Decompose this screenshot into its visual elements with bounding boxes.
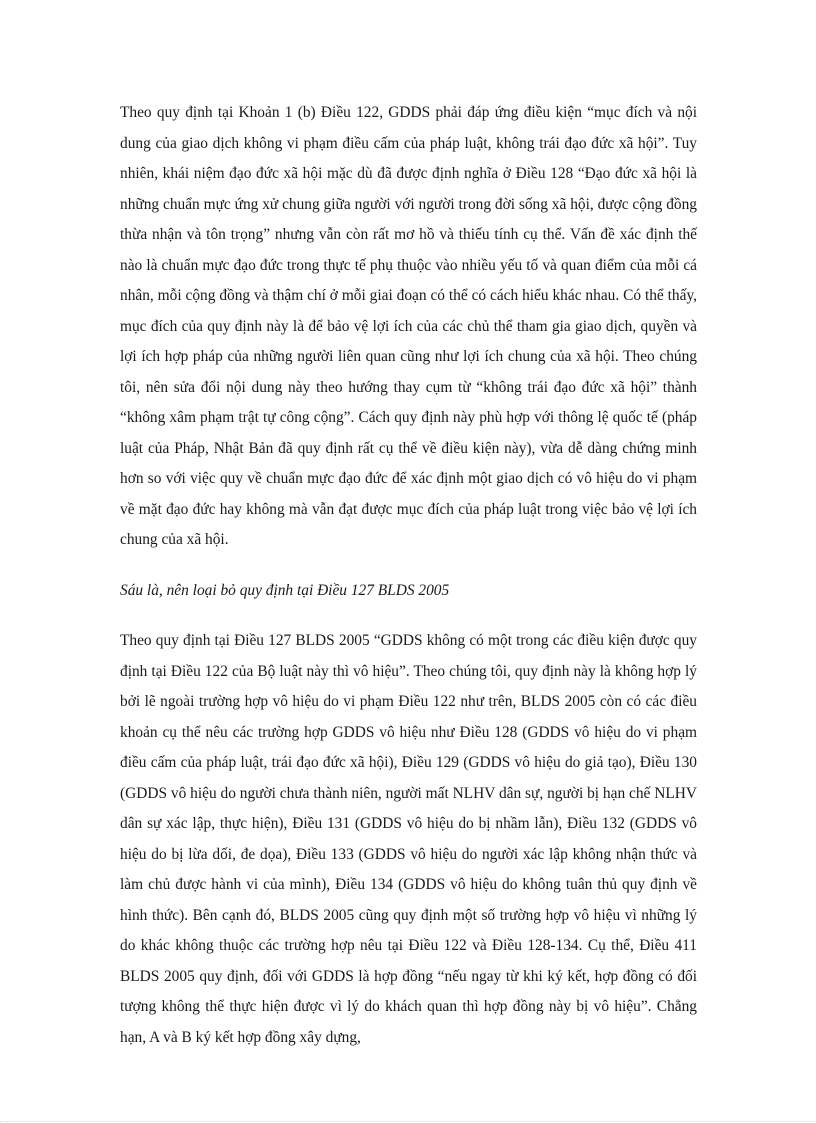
page-bottom-divider — [0, 1121, 816, 1122]
section-heading: Sáu là, nên loại bỏ quy định tại Điều 127 BLDS 2005 — [120, 581, 450, 599]
paragraph-article-127: Theo quy định tại Điều 127 BLDS 2005 “GDDS không có một trong các điều kiện được quy định tại Điều 122 của Bộ luật này thì vô hiệu”. Theo chúng tôi, quy định này là không hợp lý bởi lẽ ngoài trường hợp vô hiệu do vi phạm Điều 122 như trên, BLDS 2005 còn có các điều khoản cụ thể nêu các trường hợp GDDS vô hiệu như Điều 128 (GDDS vô hiệu do vi phạm điều cấm của pháp luật, trái đạo đức xã hội), Điều 129 (GDDS vô hiệu do giả tạo), Điều 130 (GDDS vô hiệu do người chưa thành niên, người mất NLHV dân sự, người bị hạn chế NLHV dân sự xác lập, thực hiện), Điều 131 (GDDS vô hiệu do bị nhầm lẫn), Điều 132 (GDDS vô hiệu do bị lừa dối, đe dọa), Điều 133 (GDDS vô hiệu do người xác lập không nhận thức và làm chủ được hành vi của mình), Điều 134 (GDDS vô hiệu do không tuân thủ quy định về hình thức). Bên cạnh đó, BLDS 2005 cũng quy định một số trường hợp vô hiệu vì những lý do khác không thuộc các trường hợp nêu tại Điều 122 và Điều 128-134. Cụ thể, Điều 411 BLDS 2005 quy định, đối với GDDS là hợp đồng “nếu ngay từ khi ký kết, hợp đồng có đối tượng không thể thực hiện được vì lý do khách quan thì hợp đồng này bị vô hiệu”. Chẳng hạn, A và B ký kết hợp đồng xây dựng, — [120, 632, 697, 1046]
paragraph-social-ethics: Theo quy định tại Khoản 1 (b) Điều 122, GDDS phải đáp ứng điều kiện “mục đích và nội dung của giao dịch không vi phạm điều cấm của pháp luật, không trái đạo đức xã hội”. Tuy nhiên, khái niệm đạo đức xã hội mặc dù đã được định nghĩa ở Điều 128 “Đạo đức xã hội là những chuẩn mực ứng xử chung giữa người với người trong đời sống xã hội, được cộng đồng thừa nhận và tôn trọng” nhưng vẫn còn rất mơ hồ và thiếu tính cụ thể. Vấn đề xác định thế nào là chuẩn mực đạo đức trong thực tế phụ thuộc vào nhiều yếu tố và quan điểm của mỗi cá nhân, mỗi cộng đồng và thậm chí ở mỗi giai đoạn có thể có cách hiểu khác nhau. Có thể thấy, mục đích của quy định này là để bảo vệ lợi ích của các chủ thể tham gia giao dịch, quyền và lợi ích hợp pháp của những người liên quan cũng như lợi ích chung của xã hội. Theo chúng tôi, nên sửa đổi nội dung này theo hướng thay cụm từ “không trái đạo đức xã hội” thành “không xâm phạm trật tự công cộng”. Cách quy định này phù hợp với thông lệ quốc tế (pháp luật của Pháp, Nhật Bản đã quy định rất cụ thể về điều kiện này), vừa dễ dàng chứng minh hơn so với việc quy về chuẩn mực đạo đức để xác định một giao dịch có vô hiệu do vi phạm về mặt đạo đức hay không mà vẫn đạt được mục đích của pháp luật trong việc bảo vệ lợi ích chung của xã hội. — [120, 104, 697, 548]
document-body — [120, 98, 697, 1053]
